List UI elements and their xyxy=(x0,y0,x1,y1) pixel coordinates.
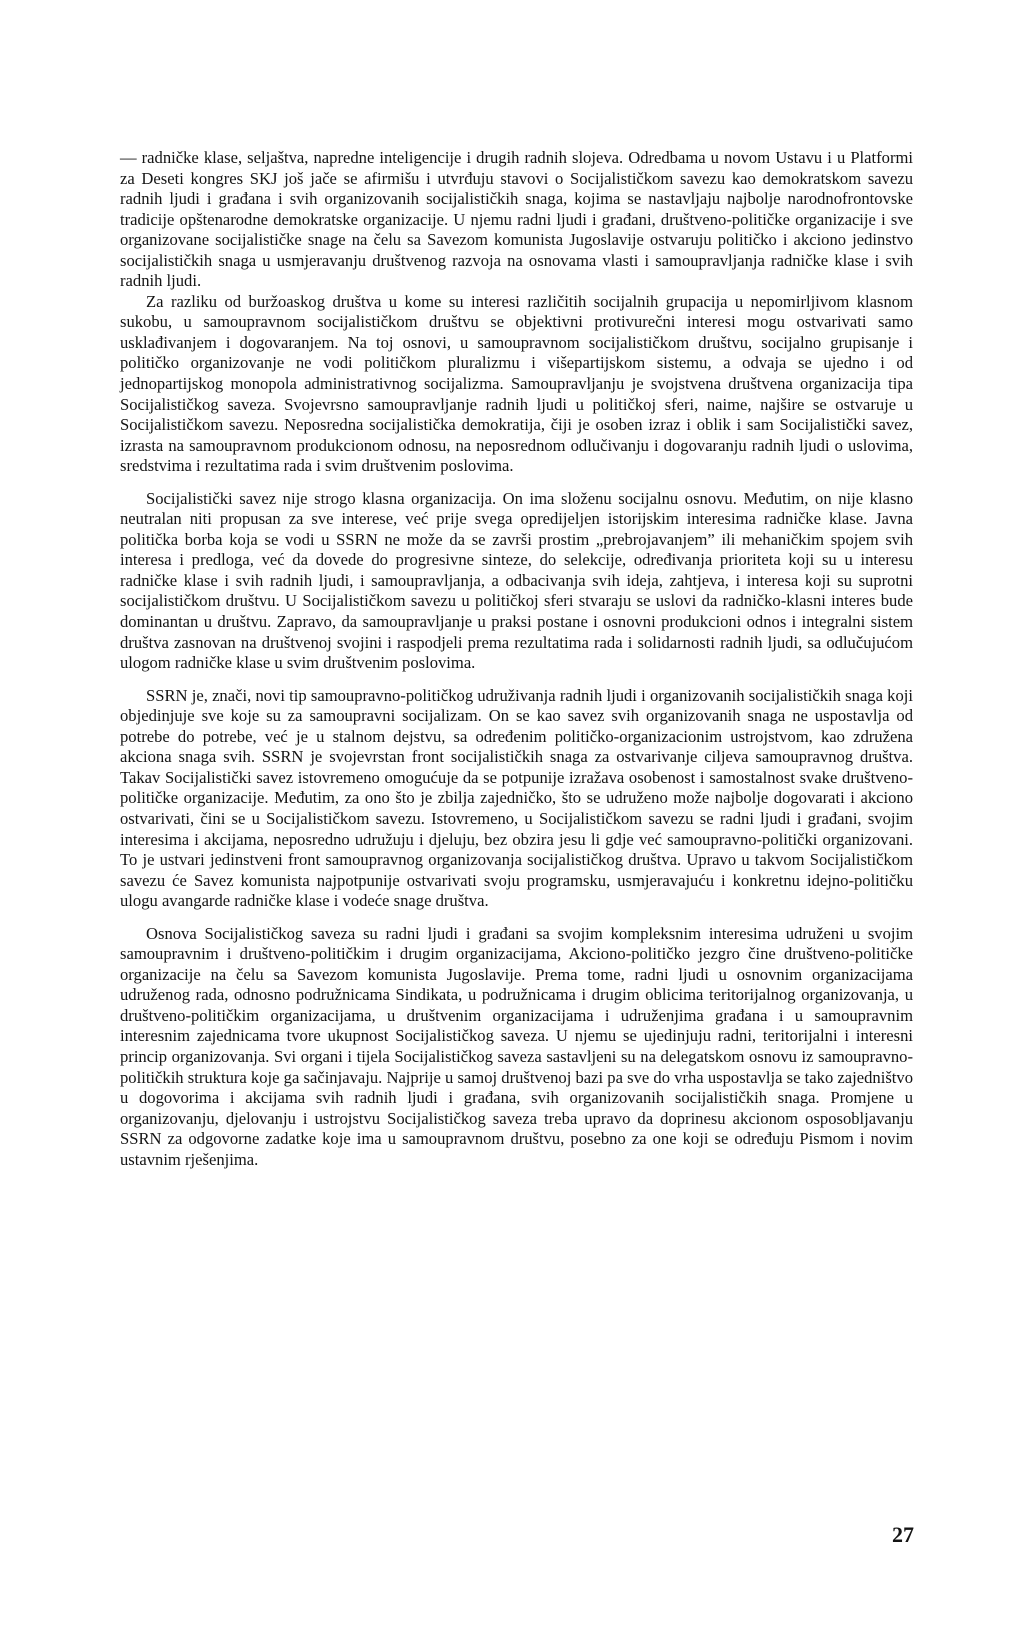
paragraph-4: SSRN je, znači, novi tip samoupravno-političkog udruživanja radnih ljudi i organizovanih socijalističkih snaga koji objedinjuje sve koje su za samoupravni socijalizam. On se kao savez svih organizovanih snaga ne uspostavlja od potrebe do potrebe, već je u stalnom dejstvu, sa određenim političko-organizacionim ustrojstvom, kao združena akciona snaga svih. SSRN je svojevrstan front socijalističkih snaga za ostvarivanje ciljeva samoupravnog društva. Takav Socijalistički savez istovremeno omogućuje da se potpunije izražava osobenost i samostalnost svake društveno-političke organizacije. Međutim, za ono što je zbilja zajedničko, što se udruženo može najbolje dogovarati i akciono ostvarivati, čini se u Socijalističkom savezu. Istovremeno, u Socijalističkom savezu se radni ljudi i građani, svojim interesima i akcijama, neposredno udružuju i djeluju, bez obzira jesu li gdje već samoupravno-politički organizovani. To je ustvari jedinstveni front samoupravnog organizovanja socijalističkog društva. Upravo u takvom Socijalističkom savezu će Savez komunista najpotpunije ostvarivati svoju programsku, usmjeravajuću i konkretnu idejno-političku ulogu avangarde radničke klase i vodeće snage društva. xyxy=(120,685,913,911)
paragraph-1: — radničke klase, seljaštva, napredne inteligencije i drugih radnih slojeva. Odredbama u novom Ustavu i u Platformi za Deseti kongres SKJ još jače se afirmišu i utvrđuju stavovi o Socijalističkom savezu kao demokratskom savezu radnih ljudi i građana i svih organizovanih socijalističkih snaga, kojima se nastavljaju najbolje narodnofrontovske tradicije opštenarodne demokratske organizacije. U njemu radni ljudi i građani, društveno-političke organizacije i sve organizovane socijalističke snage na čelu sa Savezom komunista Jugoslavije ostvaruju političko i akciono jedinstvo socijalističkih snaga u usmjeravanju društvenog razvoja na osnovama vlasti i samoupravljanja radničke klase i svih radnih ljudi. xyxy=(120,148,913,291)
paragraph-3: Socijalistički savez nije strogo klasna organizacija. On ima složenu socijalnu osnovu. Međutim, on nije klasno neutralan niti propusan za sve interese, već prije svega opredijeljen istorijskim interesima radničke klase. Javna politička borba koja se vodi u SSRN ne može da se završi prostim „prebrojavanjem” ili mehaničkim spojem svih interesa i predloga, već da dovede do progresivne sinteze, do selekcije, određivanja prioriteta koji su u interesu radničke klase i svih radnih ljudi, i samoupravljanja, a odbacivanja svih ideja, zahtjeva, i interesa koji su suprotni socijalističkom društvu. U Socijalističkom savezu u političkoj sferi stvaraju se uslovi da radničko-klasni interes bude dominantan u društvu. Zapravo, da samoupravljanje u praksi postane i osnovni produkcioni odnos i integralni sistem društva zasnovan na društvenoj svojini i raspodjeli prema rezultatima rada i solidarnosti radnih ljudi, sa odlučujućom ulogom radničke klase u svim društvenim poslovima. xyxy=(120,488,913,673)
page-number: 27 xyxy=(892,1522,914,1547)
body-text xyxy=(120,148,913,1170)
paragraph-5: Osnova Socijalističkog saveza su radni ljudi i građani sa svojim kompleksnim interesima udruženi u svojim samoupravnim i društveno-političkim i drugim organizacijama, Akciono-političko jezgro čine društveno-političke organizacije na čelu sa Savezom komunista Jugoslavije. Prema tome, radni ljudi u osnovnim organizacijama udruženog rada, odnosno podružnicama Sindikata, u podružnicama i drugim oblicima teritorijalnog organizovanja, u društveno-političkim organizacijama, u društvenim organizacijama i udruženjima građana i u samoupravnim interesnim zajednicama tvore ukupnost Socijalističkog saveza. U njemu se ujedinjuju radni, teritorijalni i interesni princip organizovanja. Svi organi i tijela Socijalističkog saveza sastavljeni su na delegatskom osnovu iz samoupravno-političkih struktura koje ga sačinjavaju. Najprije u samoj društvenoj bazi pa sve do vrha uspostavlja se tako zajedništvo u dogovorima i akcijama svih radnih ljudi i građana, svih organizovanih socijalističkih snaga. Promjene u organizovanju, djelovanju i ustrojstvu Socijalističkog saveza treba upravo da doprinesu akcionom osposobljavanju SSRN za odgovorne zadatke koje ima u samoupravnom društvu, posebno za one koji se određuju Pismom i novim ustavnim rješenjima. xyxy=(120,923,913,1169)
paragraph-2: Za razliku od buržoaskog društva u kome su interesi različitih socijalnih grupacija u nepomirljivom klasnom sukobu, u samoupravnom socijalističkom društvu se objektivni protivurečni interesi mogu ostvarivati samo usklađivanjem i dogovaranjem. Na toj osnovi, u samoupravnom socijalističkom društvu, socijalno grupisanje i političko organizovanje ne vodi političkom pluralizmu i višepartijskom sistemu, a odvaja se ujedno i od jednopartijskog monopola administrativnog socijalizma. Samoupravljanju je svojstvena društvena organizacija tipa Socijalističkog saveza. Svojevrsno samoupravljanje radnih ljudi u političkoj sferi, naime, najšire se ostvaruje u Socijalističkom savezu. Neposredna socijalistička demokratija, čiji je osoben izraz i oblik i sam Socijalistički savez, izrasta na samoupravnom produkcionom odnosu, na neposrednom odlučivanju i dogovaranju radnih ljudi o uslovima, sredstvima i rezultatima rada i svim društvenim poslovima. xyxy=(120,291,913,476)
